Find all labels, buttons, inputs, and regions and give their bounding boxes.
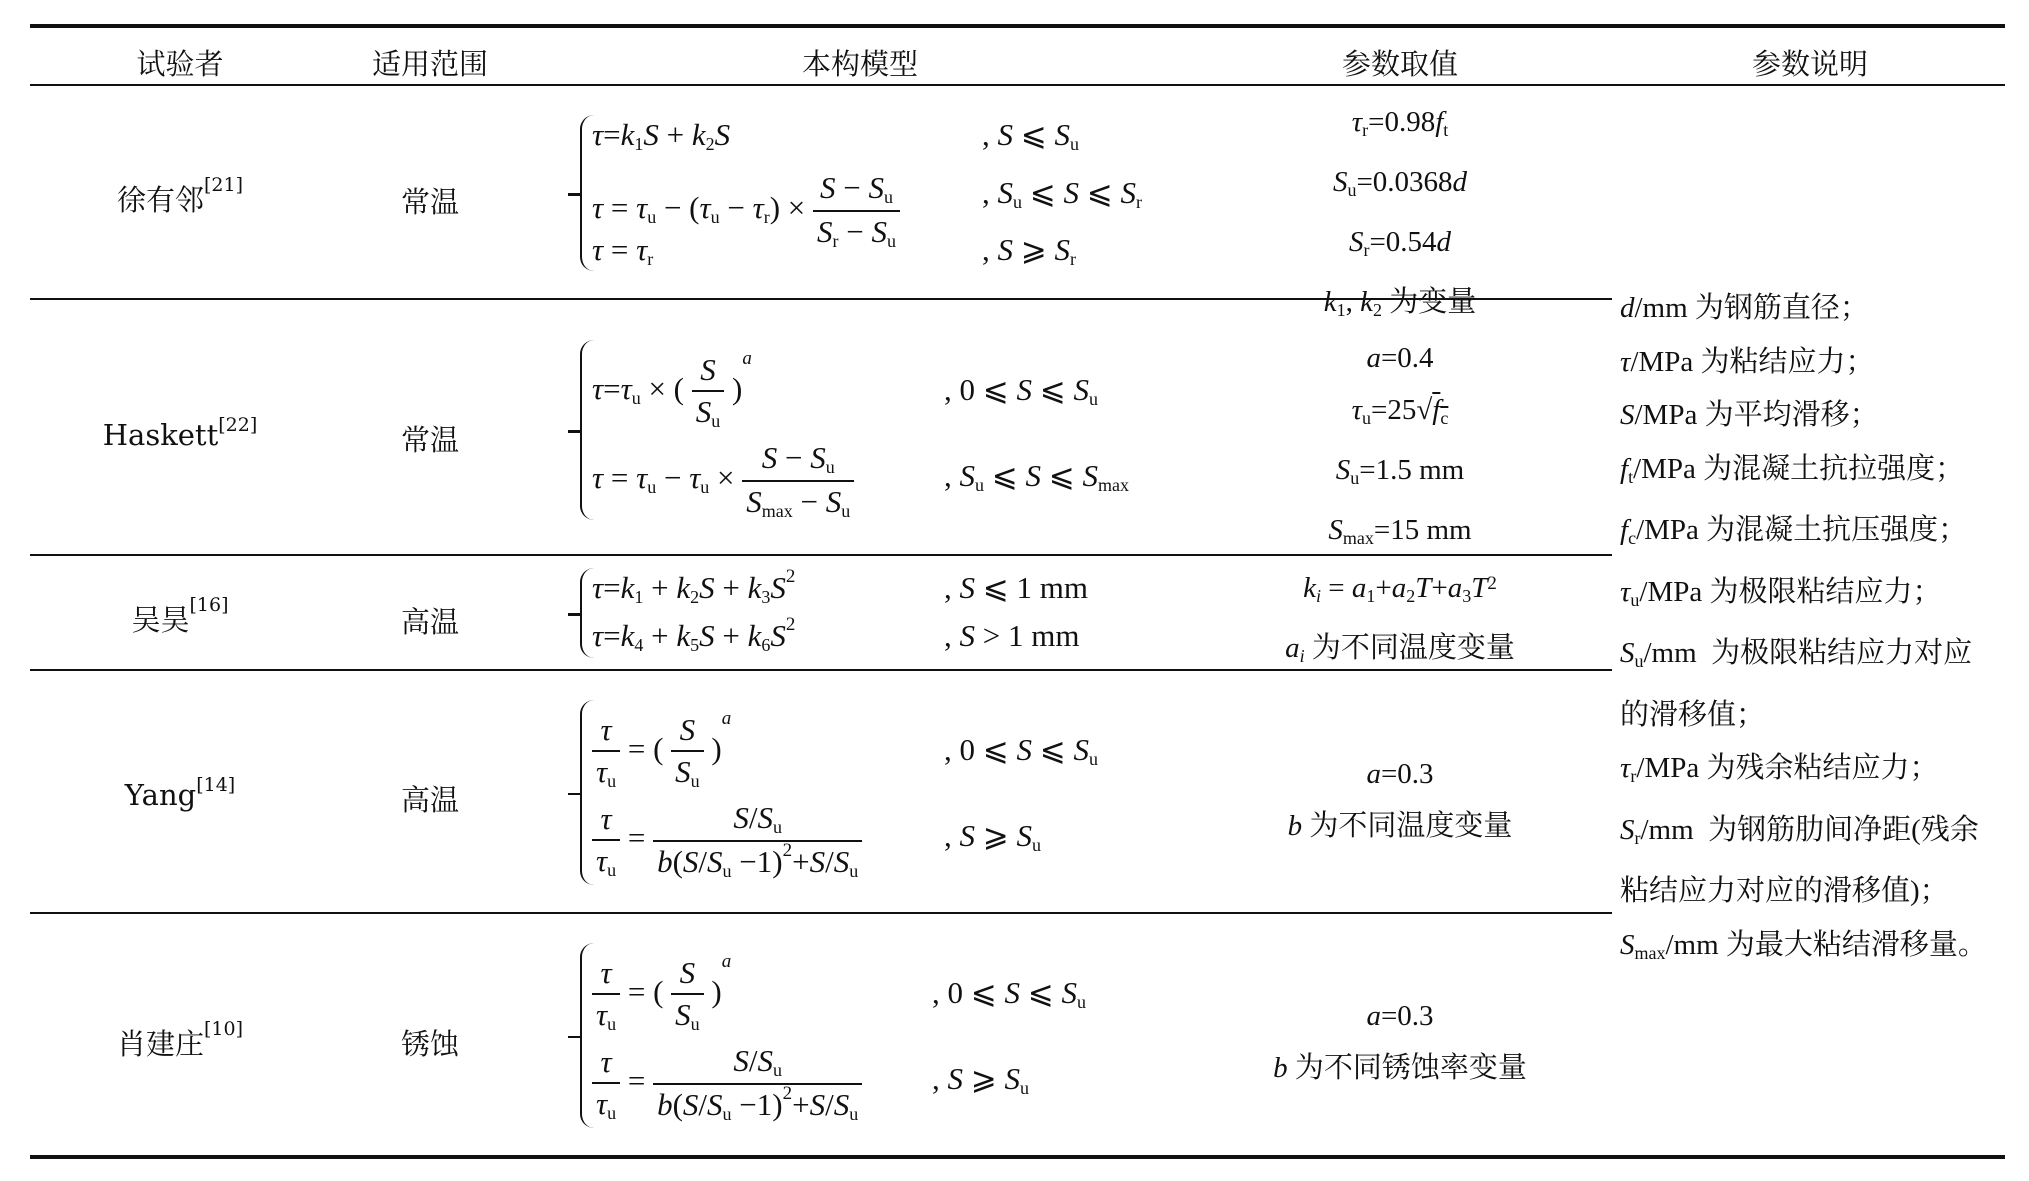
model-equation: $\tau = \tau_u - (\tau_u - \tau_r)$ × $\frac{S - S_u}{S_r - S_u}$ <box>592 170 900 252</box>
model-condition: , S ⩾ $S_u$ <box>932 1061 1029 1098</box>
parameter-values: $k_i = a_1+a_2T+a_3T^2$ $a_i$ 为不同温度变量 <box>1285 572 1515 666</box>
model-equation: $\tau=k_4 + k_5S + k_6S^2$ <box>592 614 796 655</box>
reference: [21] <box>204 174 244 196</box>
description-line: $\tau_u$/MPa 为极限粘结应力； <box>1620 575 1942 610</box>
description-line: $S_{max}/mm$ 为最大粘结滑移量。 <box>1620 928 1987 963</box>
model-condition: , S ⩾ $S_r$ <box>982 232 1076 269</box>
header-scope: 适用范围 <box>371 47 488 81</box>
tester-name: 吴昊 <box>131 603 190 637</box>
table-bottom-rule <box>30 1155 2005 1159</box>
model-equation: $\frac{\tau}{\tau_u}$ = ( $\frac{S}{S_u}$ )$^a$ <box>592 955 731 1035</box>
header-description: 参数说明 <box>1751 47 1868 81</box>
model-equation: $\tau=k_1S + k_2S$ <box>592 117 731 154</box>
tester-cell <box>80 774 280 812</box>
description-line: $\tau_r$/MPa 为残余粘结应力； <box>1620 752 1939 786</box>
scope-cell: 常温 <box>400 185 459 219</box>
model-condition: , 0 ⩽ S ⩽ $S_u$ <box>944 372 1098 409</box>
model-condition: , 0 ⩽ S ⩽ $S_u$ <box>932 975 1086 1012</box>
model-condition: , S ⩽ 1 mm <box>944 570 1088 605</box>
description-line: d/mm 为钢筋直径； <box>1620 292 1869 324</box>
header-params: 参数取值 <box>1341 47 1458 81</box>
model-condition: , S > 1 mm <box>944 618 1080 653</box>
table-top-rule <box>30 24 2005 28</box>
description-line: $f_c$/MPa 为混凝土抗压强度； <box>1620 514 1968 548</box>
reference: [22] <box>218 414 258 436</box>
model-equation: $\tau = \tau_u - \tau_u$ × $\frac{S - S_u}{S_{max} - S_u}$ <box>592 440 854 522</box>
model-equation: $\tau=k_1 + k_2S + k_3S^2$ <box>592 566 796 607</box>
tester-cell <box>80 594 280 639</box>
header-rule <box>30 84 2005 86</box>
parameter-values: a=0.3 b 为不同温度变量 <box>1287 758 1513 842</box>
parameter-values: a=0.4 $\tau_u=25√f_c$ $S_u=1.5$ mm $S_{max}=15$ mm <box>1328 342 1472 548</box>
tester-cell <box>80 414 280 452</box>
tester-cell <box>80 174 280 219</box>
description-line: S/MPa 为平均滑移； <box>1620 399 1879 431</box>
model-equation: $\frac{\tau}{\tau_u}$ = ( $\frac{S}{S_u}$ )$^a$ <box>592 712 731 792</box>
description-line: τ/MPa 为粘结应力； <box>1620 345 1875 378</box>
description-line: $S_r/mm$ 为钢筋肋间净距(残余 <box>1620 813 1979 848</box>
model-condition: , $S_u$ ⩽ S ⩽ $S_{max}$ <box>944 458 1129 495</box>
model-condition: , S ⩽ $S_u$ <box>982 117 1079 154</box>
tester-cell <box>80 1018 280 1063</box>
header-model: 本构模型 <box>801 47 918 81</box>
tester-name: Yang <box>124 778 197 812</box>
description-line: 的滑移值； <box>1620 698 1766 731</box>
parameter-description <box>1620 282 2020 980</box>
reference: [16] <box>189 594 229 616</box>
parameter-values: $\tau_r=0.98f_t$ $S_u=0.0368d$ $S_r=0.54d$ $k_1$, $k_2$ 为变量 <box>1323 106 1477 320</box>
row-rule-4 <box>30 912 1612 914</box>
reference: [10] <box>204 1018 244 1040</box>
model-equation: $\frac{\tau}{\tau_u}$ = $\frac{S/S_u}{b(S/S_u -1)^2+S/S_u}$ <box>592 800 862 882</box>
reference: [14] <box>196 774 236 796</box>
header-tester: 试验者 <box>136 47 224 81</box>
scope-cell: 常温 <box>400 423 459 457</box>
model-equation: $\frac{\tau}{\tau_u}$ = $\frac{S/S_u}{b(S/S_u -1)^2+S/S_u}$ <box>592 1043 862 1125</box>
description-line: $f_t$/MPa 为混凝土抗拉强度； <box>1620 452 1965 487</box>
scope-cell: 高温 <box>400 783 459 817</box>
tester-name: 徐有邻 <box>116 183 204 217</box>
model-equation: $\tau = \tau_r$ <box>592 232 654 269</box>
scope-cell: 高温 <box>400 605 459 639</box>
scope-cell: 锈蚀 <box>400 1027 459 1061</box>
model-equation: $\tau=\tau_u$ × ( $\frac{S}{S_u}$ )$^a$ <box>592 348 752 431</box>
description-line: 粘结应力对应的滑移值)； <box>1620 875 1949 907</box>
parameter-values: a=0.3 b 为不同锈蚀率变量 <box>1273 1000 1527 1084</box>
tester-name: Haskett <box>102 418 219 452</box>
model-condition: , 0 ⩽ S ⩽ $S_u$ <box>944 732 1098 769</box>
tester-name: 肖建庄 <box>116 1027 204 1061</box>
model-condition: , S ⩾ $S_u$ <box>944 818 1041 855</box>
description-line: $S_u/mm$ 为极限粘结应力对应 <box>1620 637 1973 671</box>
model-condition: , $S_u$ ⩽ S ⩽ $S_r$ <box>982 175 1142 212</box>
